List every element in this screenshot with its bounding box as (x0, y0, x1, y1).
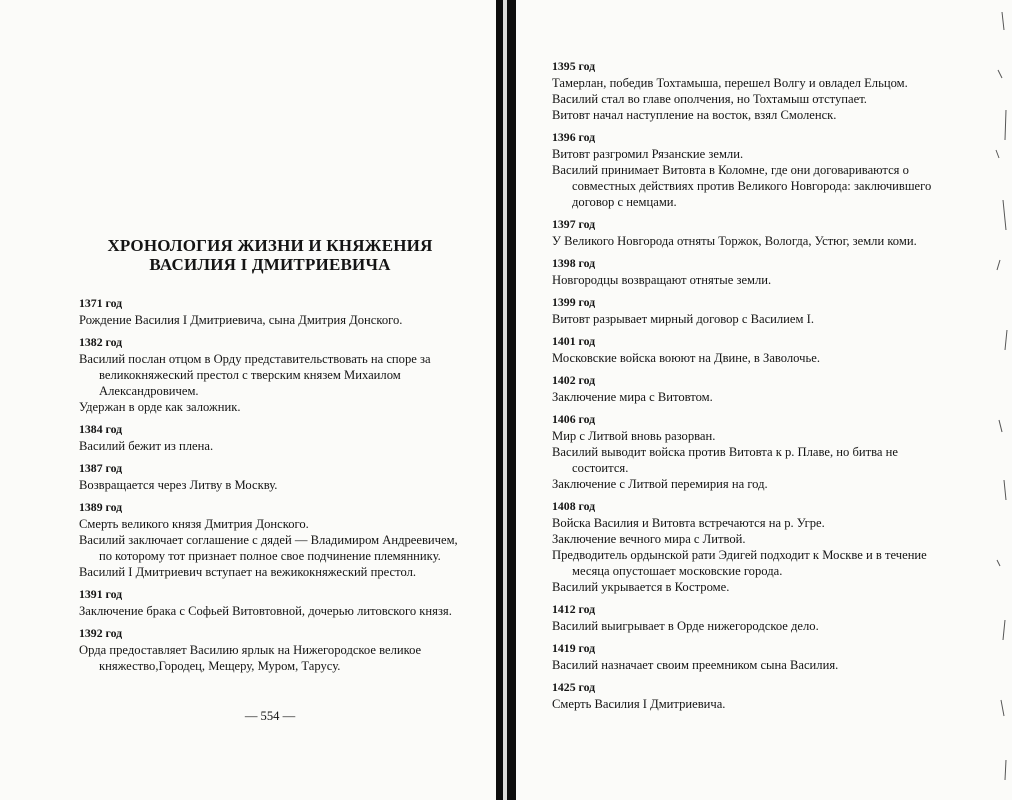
chronology-entry (552, 332, 940, 366)
entry-event: Мир с Литвой вновь разорван. (552, 429, 716, 443)
entry-event: Заключение с Литвой перемирия на год. (552, 477, 768, 491)
chronology-entry (552, 600, 940, 634)
entry-event: Витовт начал наступление на восток, взял Смоленск. (552, 108, 837, 122)
chronology-entry (552, 497, 940, 595)
entry-event: Василий выигрывает в Орде нижегородское дело. (552, 619, 819, 633)
entry-year: 1399 год (552, 295, 596, 309)
entry-event: Василий послан отцом в Орду представительствовать на споре за великокняжеский престол с тверским князем Михаилом Александровичем. (79, 352, 431, 398)
chronology-entry (552, 678, 940, 712)
entry-year: 1392 год (79, 626, 123, 640)
entry-event: Смерть Василия I Дмитриевича. (552, 697, 726, 711)
entry-event: Василий бежит из плена. (79, 439, 214, 453)
entry-year: 1391 год (79, 587, 123, 601)
entry-event: Предводитель ордынской рати Эдигей подходит к Москве и в течение месяца опустошает московские города. (552, 548, 927, 578)
entry-year: 1419 год (552, 641, 596, 655)
page-number: — 554 — (244, 709, 296, 723)
entry-event: Василий заключает соглашение с дядей — Владимиром Андреевичем, по которому тот признает полное свое подчинение племяннику. (79, 533, 458, 563)
entry-event: Василий стал во главе ополчения, но Тохтамыш отступает. (552, 92, 867, 106)
entry-year: 1425 год (552, 680, 596, 694)
entry-event: Удержан в орде как заложник. (79, 400, 241, 414)
entry-event: Заключение мира с Витовтом. (552, 390, 713, 404)
entry-event: Василий выводит войска против Витовта к р. Плаве, но битва не состоится. (552, 445, 898, 475)
entry-year: 1397 год (552, 217, 596, 231)
entry-year: 1371 год (79, 296, 123, 310)
chronology-entry (552, 371, 940, 405)
chronology-entry (552, 410, 940, 492)
entry-event: Тамерлан, победив Тохтамыша, перешел Волгу и овладел Ельцом. (552, 76, 908, 90)
entry-event: Возвращается через Литву в Москву. (79, 478, 278, 492)
chronology-entry (79, 498, 464, 580)
entry-year: 1406 год (552, 412, 596, 426)
entry-event: Василий I Дмитриевич вступает на вежикокняжеский престол. (79, 565, 417, 579)
entry-event: Витовт разгромил Рязанские земли. (552, 147, 744, 161)
chronology-entry (79, 585, 464, 619)
chronology-entry (79, 420, 464, 454)
entry-event: Заключение брака с Софьей Витовтовной, дочерью литовского князя. (79, 604, 452, 618)
right-chronology-list (552, 57, 940, 717)
book-spine-shadow (496, 0, 503, 800)
entry-year: 1408 год (552, 499, 596, 513)
entry-event: Витовт разрывает мирный договор с Василием I. (552, 312, 814, 326)
entry-event: Московские войска воюют на Двине, в Заволочье. (552, 351, 820, 365)
chronology-entry (552, 128, 940, 210)
entry-year: 1396 год (552, 130, 596, 144)
entry-year: 1389 год (79, 500, 123, 514)
chronology-entry (552, 57, 940, 123)
chronology-entry (79, 333, 464, 415)
chronology-heading: ХРОНОЛОГИЯ ЖИЗНИ И КНЯЖЕНИЯ ВАСИЛИЯ I ДМИТРИЕВИЧА (107, 236, 433, 274)
entry-event: Смерть великого князя Дмитрия Донского. (79, 517, 309, 531)
entry-event: У Великого Новгорода отняты Торжок, Вологда, Устюг, земли коми. (552, 234, 917, 248)
entry-year: 1402 год (552, 373, 596, 387)
scan-edge-speckle (988, 0, 1012, 800)
entry-event: Василий назначает своим преемником сына Василия. (552, 658, 839, 672)
chronology-entry (552, 215, 940, 249)
entry-event: Орда предоставляет Василию ярлык на Нижегородское великое княжество,Городец, Мещеру, Муром, Тарусу. (79, 643, 422, 673)
chronology-entry (552, 639, 940, 673)
entry-event: Войска Василия и Витовта встречаются на р. Угре. (552, 516, 825, 530)
book-spine-shadow-right (507, 0, 516, 800)
chronology-entry (79, 459, 464, 493)
entry-event: Заключение вечного мира с Литвой. (552, 532, 746, 546)
entry-event: Василий принимает Витовта в Коломне, где они договариваются о совместных действиях против Великого Новгорода: заключившего договор с немцами. (552, 163, 932, 209)
entry-year: 1395 год (552, 59, 596, 73)
entry-event: Рождение Василия I Дмитриевича, сына Дмитрия Донского. (79, 313, 403, 327)
entry-year: 1412 год (552, 602, 596, 616)
chronology-entry (79, 294, 464, 328)
left-chronology-list (79, 294, 464, 679)
entry-year: 1384 год (79, 422, 123, 436)
entry-event: Новгородцы возвращают отнятые земли. (552, 273, 772, 287)
entry-year: 1387 год (79, 461, 123, 475)
chronology-entry (79, 624, 464, 674)
chronology-entry (552, 254, 940, 288)
entry-year: 1398 год (552, 256, 596, 270)
entry-year: 1401 год (552, 334, 596, 348)
chronology-entry (552, 293, 940, 327)
entry-year: 1382 год (79, 335, 123, 349)
entry-event: Василий укрывается в Костроме. (552, 580, 730, 594)
